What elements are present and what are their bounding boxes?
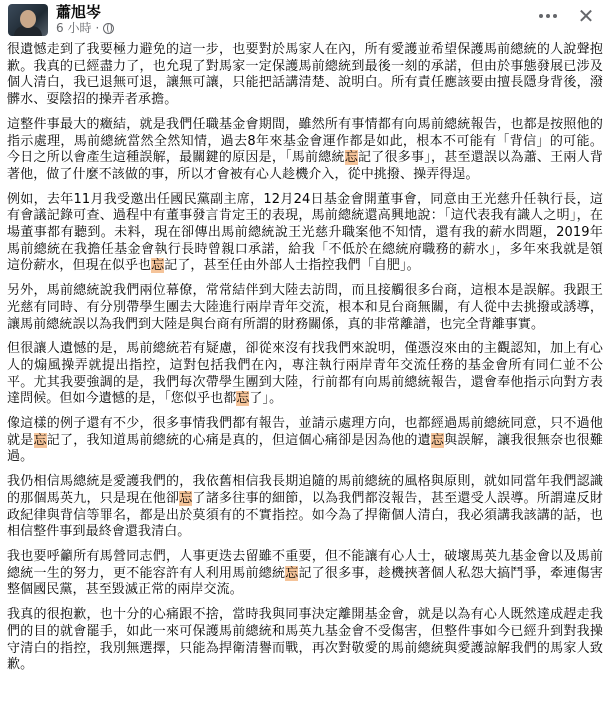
post-paragraph — [7, 607, 603, 674]
paragraph-text: 了」。 — [249, 391, 283, 407]
paragraph-text: 與誤解，讓我很無奈也很難過。 — [7, 432, 603, 465]
highlighted-term: 忘 — [179, 490, 193, 506]
timestamp[interactable]: 6 小時 — [56, 21, 92, 35]
paragraph-text: 這整件事最大的癥結，就是我們任職基金會期間，雖然所有事情都有向馬前總統報告，也都是按照他的指示處理，馬前總統當然全然知情，過去8年來基金會運作都是如此，根本不可能有「背信」的可能。今日之所以會產生這種誤解，最關鍵的原因是，「馬前總統 — [7, 116, 603, 166]
highlighted-term: 忘 — [430, 432, 445, 448]
author-name[interactable]: 蕭旭岑 — [56, 3, 102, 21]
paragraph-text: 很遺憾走到了我要極力避免的這一步，也要對於馬家人在內，所有愛護並希望保護馬前總統的人說聲抱歉。我真的已經盡力了，也允現了對馬家一定保護馬前總統到最後一刻的承諾，但由於事態發展已涉及個人清白，我已退無可退，讓無可讓，只能把話講清楚、說明白。所有責任應該要由擅長隱身背後，潑髒水、耍陰招的操弄者承擔。 — [7, 42, 603, 108]
paragraph-text: 但很讓人遺憾的是，馬前總統若有疑慮，卻從來沒有找我們來說明，僅憑沒來由的主觀認知，加上有心人的煽風操弄就提出指控，這對包括我們在內，專注執行兩岸青年交流任務的基金會所有同仁並不公平。尤其我要強調的是，我們每次帶學生團到大陸，行前都有向馬前總統報告，還會奉他指示向對方表達問候。但如今遺憾的是，「您似乎也都 — [7, 341, 603, 407]
post-paragraph — [7, 416, 603, 466]
paragraph-text: 記了，甚至任由外部人士指控我們「自肥」。 — [164, 258, 420, 274]
close-icon: ✕ — [577, 4, 595, 28]
post-paragraph — [7, 474, 603, 541]
post-paragraph — [7, 42, 603, 109]
post-paragraph — [7, 117, 603, 184]
paragraph-text: 記了很多事，趁機挾著個人私怨大搞鬥爭，牽連傷害整個國民黨，甚至毀滅正常的兩岸交流。 — [7, 565, 603, 598]
post-header — [0, 0, 608, 40]
highlighted-term: 忘 — [236, 391, 250, 407]
separator: · — [95, 21, 100, 35]
paragraph-text: 例如，去年11月我受邀出任國民黨副主席，12月24日基金會開董事會，同意由王光慈升任執行長，這有會議記錄可查、過程中有董事發言肯定王的表現，馬前總統還高興地說：「這代表我有識人之明」，在場董事都有聽到。未料，現在卻傳出馬前總統說王光慈升職案他不知情，還有我的薪水問題，2019年馬前總統在我擔任基金會執行長時曾親口承諾，給我「不低於在總統府職務的薪水」，多年來我就是領這份薪水，但現在似乎也 — [7, 191, 603, 274]
post-paragraph — [7, 341, 603, 408]
highlighted-term: 忘 — [151, 258, 165, 274]
post-paragraph — [7, 192, 603, 276]
post-meta — [56, 21, 114, 36]
paragraph-text: 記了很多事」，甚至還誤以為蕭、王兩人背著他，做了什麼不該做的事，所以才會被有心人趁機介入，從中挑撥、操弄得逞。 — [7, 150, 603, 182]
highlighted-term: 忘 — [33, 432, 47, 448]
avatar[interactable] — [8, 4, 48, 36]
globe-icon — [103, 23, 114, 34]
paragraph-text: 像這樣的例子還有不少，很多事情我們都有報告，並請示處理方向，也都經過馬前總統同意，只不過他就是 — [7, 416, 603, 448]
more-icon-dot — [546, 14, 550, 18]
paragraph-text: 我仍相信馬總統是愛護我們的，我依舊相信我長期追隨的馬前總統的風格與原則，就如同當年我們認識的那個馬英九，只是現在他卻 — [7, 474, 603, 506]
paragraph-text: 了諸多往事的細節，以為我們都沒報告，甚至還受人誤導。所謂違反財政紀律與背信等罪名，都是出於莫須有的不實指控。如今為了捍衛個人清白，我必須講我該講的話，也相信整件事到最終會還我清白。 — [7, 490, 603, 540]
post-paragraph — [7, 283, 603, 333]
paragraph-text: 我也要呼籲所有馬營同志們，人事更迭去留雖不重要，但不能讓有心人士，破壞馬英九基金會以及馬前總統一生的努力，更不能容許有人利用馬前總統 — [7, 548, 603, 581]
more-icon — [539, 14, 543, 18]
more-options-button[interactable] — [536, 6, 560, 26]
highlighted-term: 忘 — [344, 150, 359, 166]
paragraph-text: 我真的很抱歉，也十分的心痛跟不捨，當時我與同事決定離開基金會，就是以為有心人既然達成趕走我們的目的就會罷手，如此一來可保護馬前總統和馬英九基金會不受傷害，但整件事如今已經升到對我操守清白的指控，我別無選擇，只能為捍衛清譽而戰，再次對敬愛的馬前總統與愛護諒解我們的馬家人致歉。 — [7, 607, 603, 673]
post-paragraph — [7, 549, 603, 599]
highlighted-term: 忘 — [285, 565, 299, 581]
more-icon-dot — [553, 14, 557, 18]
close-button[interactable] — [574, 4, 598, 28]
paragraph-text: 另外，馬前總統說我們兩位幕僚，常常結伴到大陸去訪問，而且接觸很多台商，這根本是誤解。我跟王光慈有同時、有分別帶學生團去大陸進行兩岸青年交流，根本和見台商無關，有人從中去挑撥或誘導，讓馬前總統誤以為我們到大陸是與台商有所謂的財務關係，真的非常離譜，也完全背離事實。 — [7, 283, 603, 332]
post-body — [7, 42, 603, 682]
paragraph-text: 記了，我知道馬前總統的心痛是真的，但這個心痛卻是因為他的遺 — [46, 432, 431, 448]
